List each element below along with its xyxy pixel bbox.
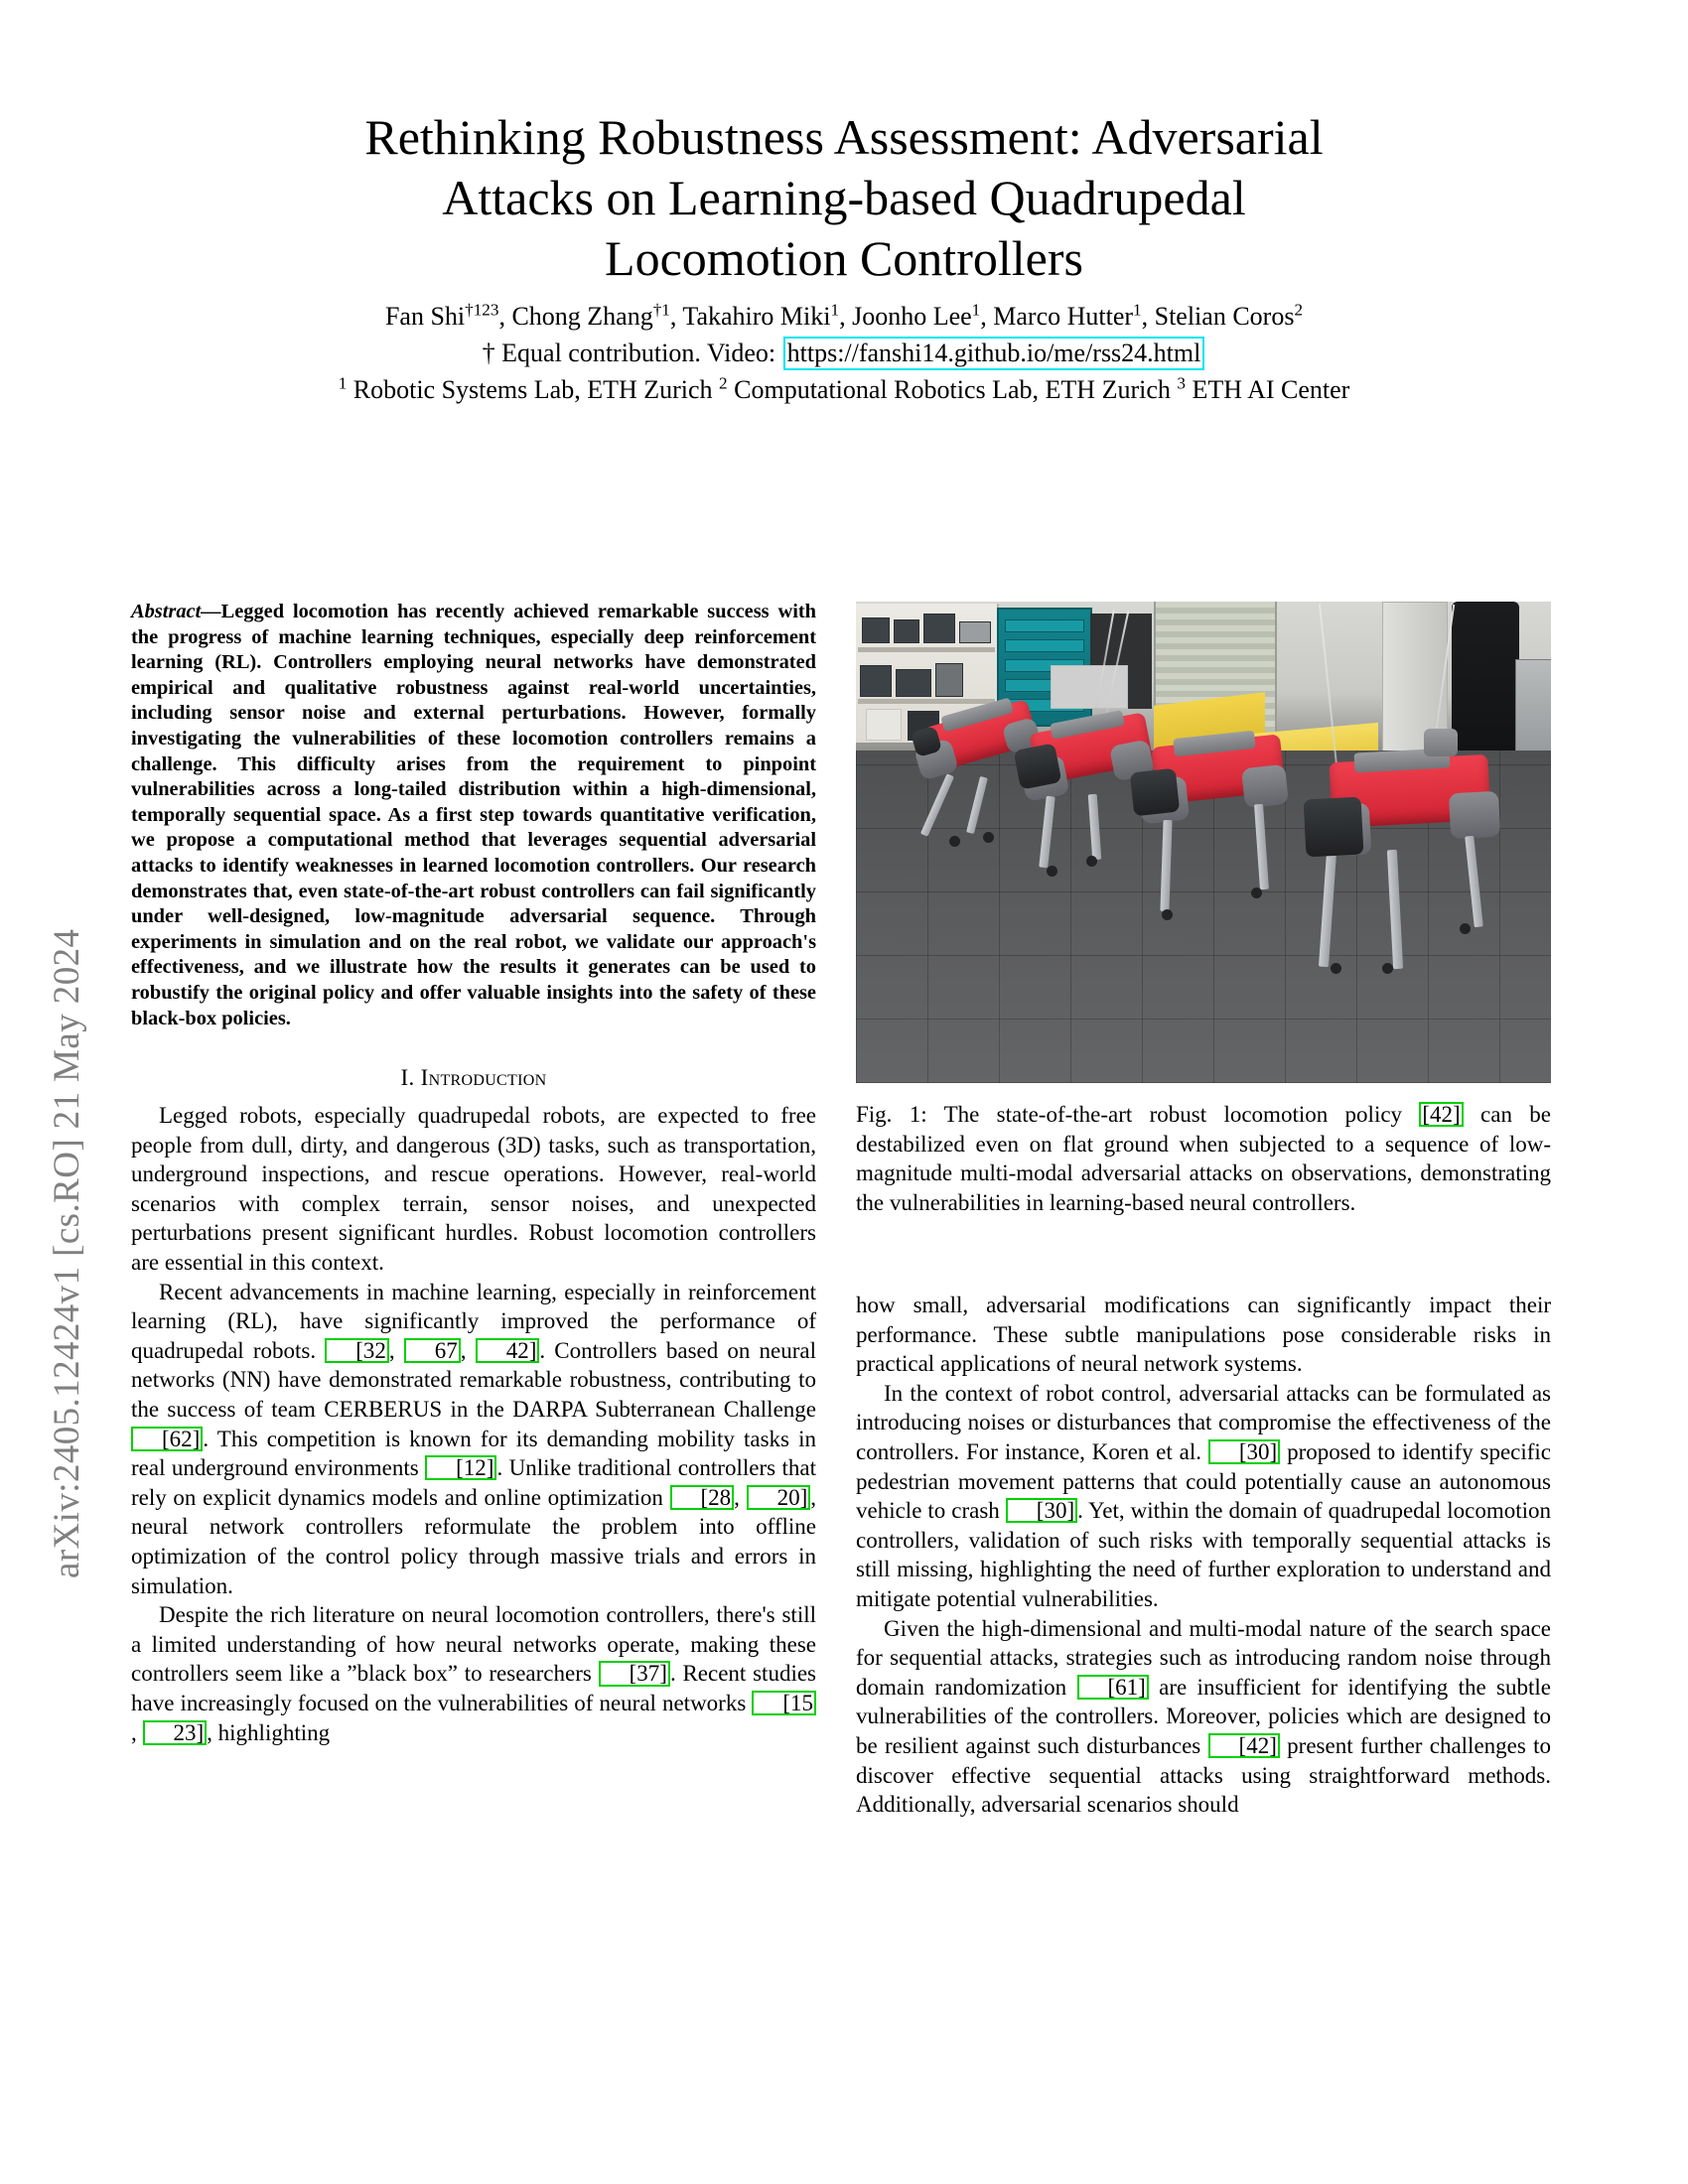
citation-link[interactable]: [61] <box>1077 1675 1149 1700</box>
author-affiliation-marker: 1 <box>1133 300 1142 320</box>
paragraph-text: . Unlike traditional controllers that rely on explicit dynamics models and online optimization <box>131 1455 816 1510</box>
figure-label: Fig. 1: <box>856 1102 927 1127</box>
equal-contribution-and-video <box>129 335 1559 371</box>
shelf-item <box>896 669 931 697</box>
shelf-item <box>862 617 890 643</box>
paragraph-text: In the context of robot control, adversarial attacks can be formulated as introducing noises or disturbances that compromise the effectiveness of the controllers. For instance, Koren et al. <box>856 1380 1551 1464</box>
paragraph-text: . This competition is known for its demanding mobility tasks in real underground environments <box>131 1426 816 1481</box>
paragraph-text: , highlighting <box>207 1719 331 1745</box>
citation-link[interactable]: 67 <box>404 1338 461 1363</box>
abstract-text: Legged locomotion has recently achieved remarkable success with the progress of machine learning techniques, especially deep reinforcement learning (RL). Controllers employing neural networks have demonstrated empirical and qualitative robustness against real-world uncertainties, including sensor noise and external perturbations. However, formally investigating the vulnerabilities of these locomotion controllers remains a challenge. This difficulty arises from the requirement to pinpoint vulnerabilities across a long-tailed distribution within a high-dimensional, temporally sequential space. As a first step towards quantitative verification, we propose a computational method that leverages sequential adversarial attacks to identify weaknesses in learned locomotion controllers. Our research demonstrates that, even state-of-the-art robust controllers can fail significantly under well-designed, low-magnitude adversarial sequence. Through experiments in simulation and on the real robot, we validate our approach's effectiveness, and we illustrate how the results it generates can be used to robustify the original policy and offer valuable insights into the safety of these black-box policies. <box>131 601 816 1029</box>
paragraph-text: . Yet, within the domain of quadrupedal locomotion controllers, validation of such risks with temporally sequential attacks is still missing, highlighting the need of further exploration to understand and mitigate potential vulnerabilities. <box>856 1498 1552 1611</box>
page-title <box>129 107 1559 289</box>
video-url-link[interactable]: https://fanshi14.github.io/me/rss24.html <box>783 337 1205 370</box>
author-name: , Chong Zhang <box>498 302 653 331</box>
paragraph-text: present further challenges to discover effective sequential attacks using straightforward methods. Additionally, adversarial scenarios should <box>856 1732 1551 1818</box>
author-name: , Stelian Coros <box>1141 302 1295 331</box>
section-heading-introduction <box>131 1065 816 1091</box>
caption-text: can be destabilized even on flat ground when subjected to a sequence of low-magnitude multi-modal adversarial attacks on observations, demonstrating the vulnerabilities in learning-based neural controllers. <box>856 1102 1551 1215</box>
author-affiliation-marker: †1 <box>652 300 670 320</box>
author-affiliation-marker: 1 <box>971 300 981 320</box>
paragraph-right-1 <box>856 1291 1551 1379</box>
shelf-item <box>894 619 919 643</box>
section-title: Introduction <box>420 1065 547 1091</box>
affiliation-marker: 2 <box>719 373 728 393</box>
citation-link[interactable]: [42] <box>1419 1102 1463 1127</box>
right-column <box>856 1291 1551 1820</box>
author-name: , Joonho Lee <box>839 302 972 331</box>
paragraph-text: are insufficient for identifying the subtle vulnerabilities of the controllers. Moreover, policies which are designed to be resilient against such disturbances <box>856 1674 1551 1758</box>
abstract-heading: Abstract <box>131 601 202 622</box>
shelf-item <box>866 709 902 741</box>
title-line-1: Rethinking Robustness Assessment: Adversarial <box>364 109 1324 165</box>
paragraph-text: how small, adversarial modifications can significantly impact their performance. These subtle manipulations pose considerable risks in practical applications of neural network systems. <box>856 1293 1551 1377</box>
shelf-item <box>959 621 991 643</box>
affiliation-marker: 3 <box>1177 373 1186 393</box>
figure-1-caption <box>856 1100 1551 1217</box>
paragraph-text: . Recent studies have increasingly focused on the vulnerabilities of neural networks <box>131 1661 816 1715</box>
figure-1-image <box>856 602 1551 1083</box>
section-number: I. <box>400 1065 415 1091</box>
equal-contribution-note: † Equal contribution. Video: <box>482 339 776 367</box>
left-column <box>131 600 816 1747</box>
citation-link[interactable]: [15 <box>752 1691 816 1715</box>
author-names <box>129 298 1559 335</box>
paragraph-intro-1 <box>131 1101 816 1278</box>
author-name: , Takahiro Miki <box>669 302 831 331</box>
title-line-2: Attacks on Learning-based Quadrupedal <box>442 170 1246 225</box>
citation-link[interactable]: [42] <box>1208 1733 1280 1758</box>
citation-link[interactable]: 20] <box>747 1485 811 1510</box>
author-affiliation-marker: 2 <box>1294 300 1304 320</box>
citation-link[interactable]: 23] <box>143 1720 208 1745</box>
paragraph-text: , neural network controllers reformulate the problem into offline optimization of the control policy through massive trials and errors in simulation. <box>131 1484 816 1598</box>
paragraph-text: Legged robots, especially quadrupedal robots, are expected to free people from dull, dirty, and dangerous (3D) tasks, such as transportation, underground inspections, and rescue operations. However, real-world scenarios with complex terrain, sensor noises, and unexpected perturbations present significant hurdles. Robust locomotion controllers are essential in this context. <box>131 1103 816 1276</box>
caption-text: The state-of-the-art robust locomotion policy <box>926 1102 1420 1127</box>
abstract <box>131 600 816 1031</box>
author-block <box>129 298 1559 408</box>
arxiv-stamp: arXiv:2405.12424v1 [cs.RO] 21 May 2024 <box>47 928 87 1578</box>
shelf-item <box>935 663 963 697</box>
shelf-item <box>860 665 892 697</box>
citation-link[interactable]: 42] <box>476 1338 540 1363</box>
paragraph-text: Given the high-dimensional and multi-modal nature of the search space for sequential attacks, strategies such as introducing random noise through domain randomization <box>856 1615 1551 1700</box>
paragraph-right-3 <box>856 1614 1551 1820</box>
paragraph-intro-2: Recent advancements in machine learning, especially in reinforcement learning (RL), have significantly improved the performance of quadrupedal robots. [32 , 67 , 42] . Controllers based on neural networks (NN) have demonstrated remarkable robustness, contributing to the success of team CERBERUS in the DARPA Subterranean Challenge [62] . This competition is known for its demanding mobility tasks in real underground environments [12] . Unlike traditional controllers that rely on explicit dynamics models and online optimization [28 , 20] , neural network controllers reformulate the problem into offline optimization of the control policy through massive trials and errors in simulation. <box>131 1279 817 1598</box>
author-name: , Marco Hutter <box>980 302 1134 331</box>
citation-link[interactable]: [30] <box>1006 1498 1077 1523</box>
paragraph-text: Despite the rich literature on neural locomotion controllers, there's still a limited understanding of how neural networks operate, making these controllers seem like a ”black box” to researchers <box>131 1602 816 1687</box>
paragraph-intro-3: Despite the rich literature on neural locomotion controllers, there's still a limited understanding of how neural networks operate, making these controllers seem like a ”black box” to researchers [37] . Recent studies have increasingly focused on the vulnerabilities of neural networks [15, 23] , highlighting <box>131 1602 816 1745</box>
abstract-dash: — <box>201 601 221 622</box>
citation-link[interactable]: [37] <box>599 1661 670 1686</box>
paragraph-text: . Controllers based on neural networks (NN) have demonstrated remarkable robustness, contributing to the success of team CERBERUS in the DARPA Subterranean Challenge <box>131 1337 817 1423</box>
paragraph-right-2 <box>856 1379 1551 1614</box>
citation-link[interactable]: [62] <box>131 1427 203 1451</box>
affiliation-name: Robotic Systems Lab, ETH Zurich <box>347 375 720 404</box>
paragraph-text: proposed to identify specific pedestrian movement patterns that could potentially cause an autonomous vehicle to crash <box>856 1438 1552 1524</box>
title-line-3: Locomotion Controllers <box>605 230 1083 286</box>
citation-link[interactable]: [30] <box>1208 1439 1280 1464</box>
author-name: Fan Shi <box>384 302 466 331</box>
shelf-item <box>923 614 955 643</box>
citation-link[interactable]: [28 <box>670 1485 735 1510</box>
author-affiliation-marker: 1 <box>830 300 840 320</box>
paragraph-text: Recent advancements in machine learning, especially in reinforcement learning (RL), have significantly improved the performance of quadrupedal robots. <box>131 1279 816 1363</box>
citation-link[interactable]: [12] <box>425 1455 496 1480</box>
author-affiliation-marker: †123 <box>465 300 499 320</box>
affiliation-name: Computational Robotics Lab, ETH Zurich <box>727 375 1178 404</box>
citation-link[interactable]: [32 <box>325 1338 389 1363</box>
affiliation-marker: 1 <box>338 373 348 393</box>
affiliations <box>129 371 1559 408</box>
affiliation-name: ETH AI Center <box>1185 375 1350 404</box>
